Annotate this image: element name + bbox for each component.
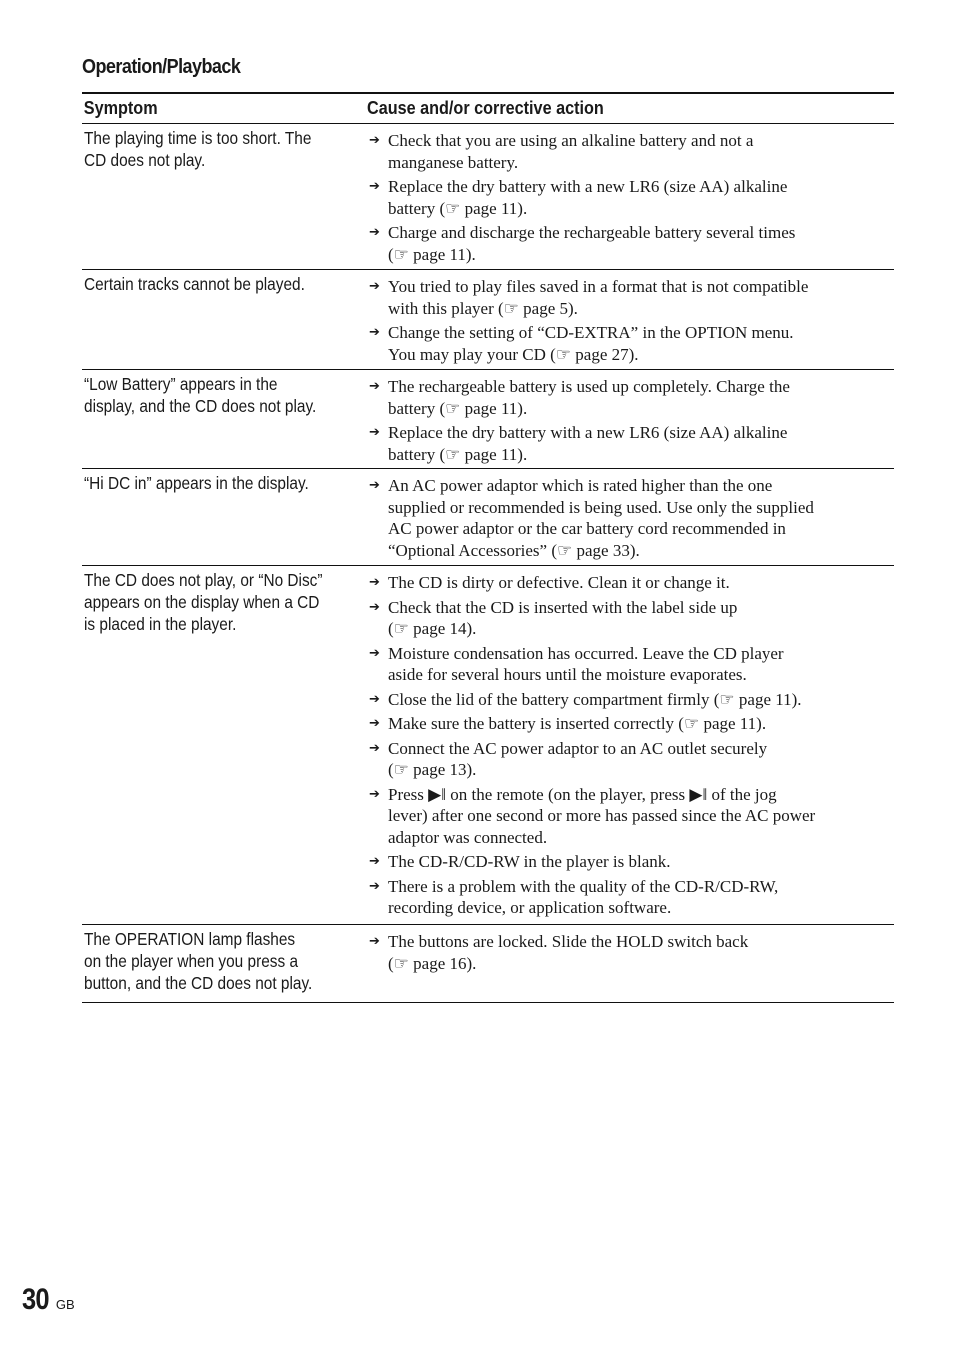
symptom-cell	[82, 925, 367, 1002]
action-item	[367, 643, 894, 686]
arrow-right-icon: ➔	[369, 716, 380, 731]
arrow-right-icon: ➔	[369, 786, 380, 802]
symptom-text: “Hi DC in” appears in the display.	[84, 473, 309, 493]
arrow-right-icon: ➔	[369, 645, 380, 661]
arrow-right-icon: ➔	[369, 279, 380, 294]
action-cell	[367, 469, 894, 565]
table-row	[82, 469, 894, 566]
action-text: The buttons are locked. Slide the HOLD switch back (☞ page 16).	[388, 932, 749, 973]
header-symptom: Symptom	[83, 98, 158, 118]
page-language: GB	[55, 1297, 75, 1312]
arrow-right-icon: ➔	[369, 425, 380, 440]
action-item	[367, 876, 894, 919]
symptom-cell	[82, 469, 367, 565]
action-text: Close the lid of the battery compartment firmly (☞ page 11).	[388, 689, 802, 709]
symptom-text: The OPERATION lamp flashes on the player when you press a button, and the CD does not play.	[84, 929, 313, 993]
action-item	[367, 713, 894, 735]
action-text: Replace the dry battery with a new LR6 (size AA) alkaline battery (☞ page 11).	[388, 423, 788, 464]
table-row	[82, 566, 894, 925]
section-heading: Operation/Playback	[82, 56, 241, 78]
arrow-right-icon: ➔	[369, 379, 380, 394]
symptom-cell	[82, 270, 367, 369]
table-row	[82, 925, 894, 1003]
action-text: Moisture condensation has occurred. Leave the CD player aside for several hours until the moisture evaporates.	[388, 643, 784, 684]
action-text: The CD is dirty or defective. Clean it or change it.	[388, 573, 730, 592]
arrow-right-icon: ➔	[369, 225, 380, 240]
action-text: An AC power adaptor which is rated higher than the one supplied or recommended is being used. Use only the supplied AC power adaptor or the car battery cord recommended in “Optional Accessories” (☞ page 33).	[388, 476, 814, 560]
action-cell	[367, 925, 894, 1002]
page-number: 30	[22, 1283, 49, 1316]
arrow-right-icon: ➔	[369, 325, 380, 340]
arrow-right-icon: ➔	[369, 854, 380, 869]
action-text: Press ▶ǁ on the remote (on the player, press ▶ǁ of the jog lever) after one second or more has passed since the AC power adaptor was connected.	[388, 784, 816, 847]
action-text: Check that you are using an alkaline battery and not a manganese battery.	[388, 131, 754, 172]
table-row	[82, 370, 894, 469]
action-item	[367, 851, 894, 873]
page-footer	[22, 1283, 75, 1317]
action-cell	[367, 270, 894, 369]
action-text: The rechargeable battery is used up completely. Charge the battery (☞ page 11).	[388, 377, 790, 418]
action-text: The CD-R/CD-RW in the player is blank.	[388, 852, 671, 871]
arrow-right-icon: ➔	[369, 599, 380, 615]
action-text: Charge and discharge the rechargeable battery several times (☞ page 11).	[388, 223, 796, 264]
action-text: You tried to play files saved in a format that is not compatible with this player (☞ page 5).	[388, 277, 809, 318]
action-text: Check that the CD is inserted with the label side up (☞ page 14).	[388, 597, 738, 638]
arrow-right-icon: ➔	[369, 740, 380, 756]
symptom-cell	[82, 124, 367, 269]
action-item	[367, 422, 894, 465]
action-text: Replace the dry battery with a new LR6 (size AA) alkaline battery (☞ page 11).	[388, 177, 788, 218]
action-item	[367, 931, 894, 974]
arrow-right-icon: ➔	[369, 691, 380, 707]
action-cell	[367, 370, 894, 468]
arrow-right-icon: ➔	[369, 179, 380, 194]
symptom-cell	[82, 370, 367, 468]
action-item	[367, 738, 894, 781]
action-item	[367, 322, 894, 365]
action-item	[367, 689, 894, 711]
table-row	[82, 270, 894, 370]
symptom-text: “Low Battery” appears in the display, and the CD does not play.	[84, 374, 317, 416]
action-cell	[367, 124, 894, 269]
arrow-right-icon: ➔	[369, 478, 380, 493]
symptom-text: Certain tracks cannot be played.	[84, 274, 305, 294]
action-text: Change the setting of “CD-EXTRA” in the OPTION menu. You may play your CD (☞ page 27).	[388, 323, 794, 364]
action-item	[367, 597, 894, 640]
action-text: There is a problem with the quality of the CD-R/CD-RW, recording device, or application software.	[388, 876, 779, 917]
action-item	[367, 475, 894, 561]
action-cell	[367, 566, 894, 924]
table-row	[82, 124, 894, 270]
troubleshooting-table	[82, 92, 894, 1003]
action-item	[367, 376, 894, 419]
table-header	[82, 94, 894, 124]
action-item	[367, 572, 894, 594]
arrow-right-icon: ➔	[369, 934, 380, 949]
action-text: Connect the AC power adaptor to an AC outlet securely (☞ page 13).	[388, 738, 768, 779]
symptom-text: The playing time is too short. The CD does not play.	[84, 128, 312, 170]
action-item	[367, 130, 894, 173]
action-text: Make sure the battery is inserted correctly (☞ page 11).	[388, 714, 767, 733]
arrow-right-icon: ➔	[369, 133, 380, 148]
symptom-cell	[82, 566, 367, 924]
symptom-text: The CD does not play, or “No Disc” appears on the display when a CD is placed in the player.	[84, 570, 323, 634]
action-item	[367, 222, 894, 265]
action-item	[367, 276, 894, 319]
arrow-right-icon: ➔	[369, 575, 380, 590]
table-body	[82, 124, 894, 1003]
action-item	[367, 176, 894, 219]
action-item	[367, 784, 894, 849]
header-cause: Cause and/or corrective action	[367, 98, 604, 118]
arrow-right-icon: ➔	[369, 878, 380, 894]
